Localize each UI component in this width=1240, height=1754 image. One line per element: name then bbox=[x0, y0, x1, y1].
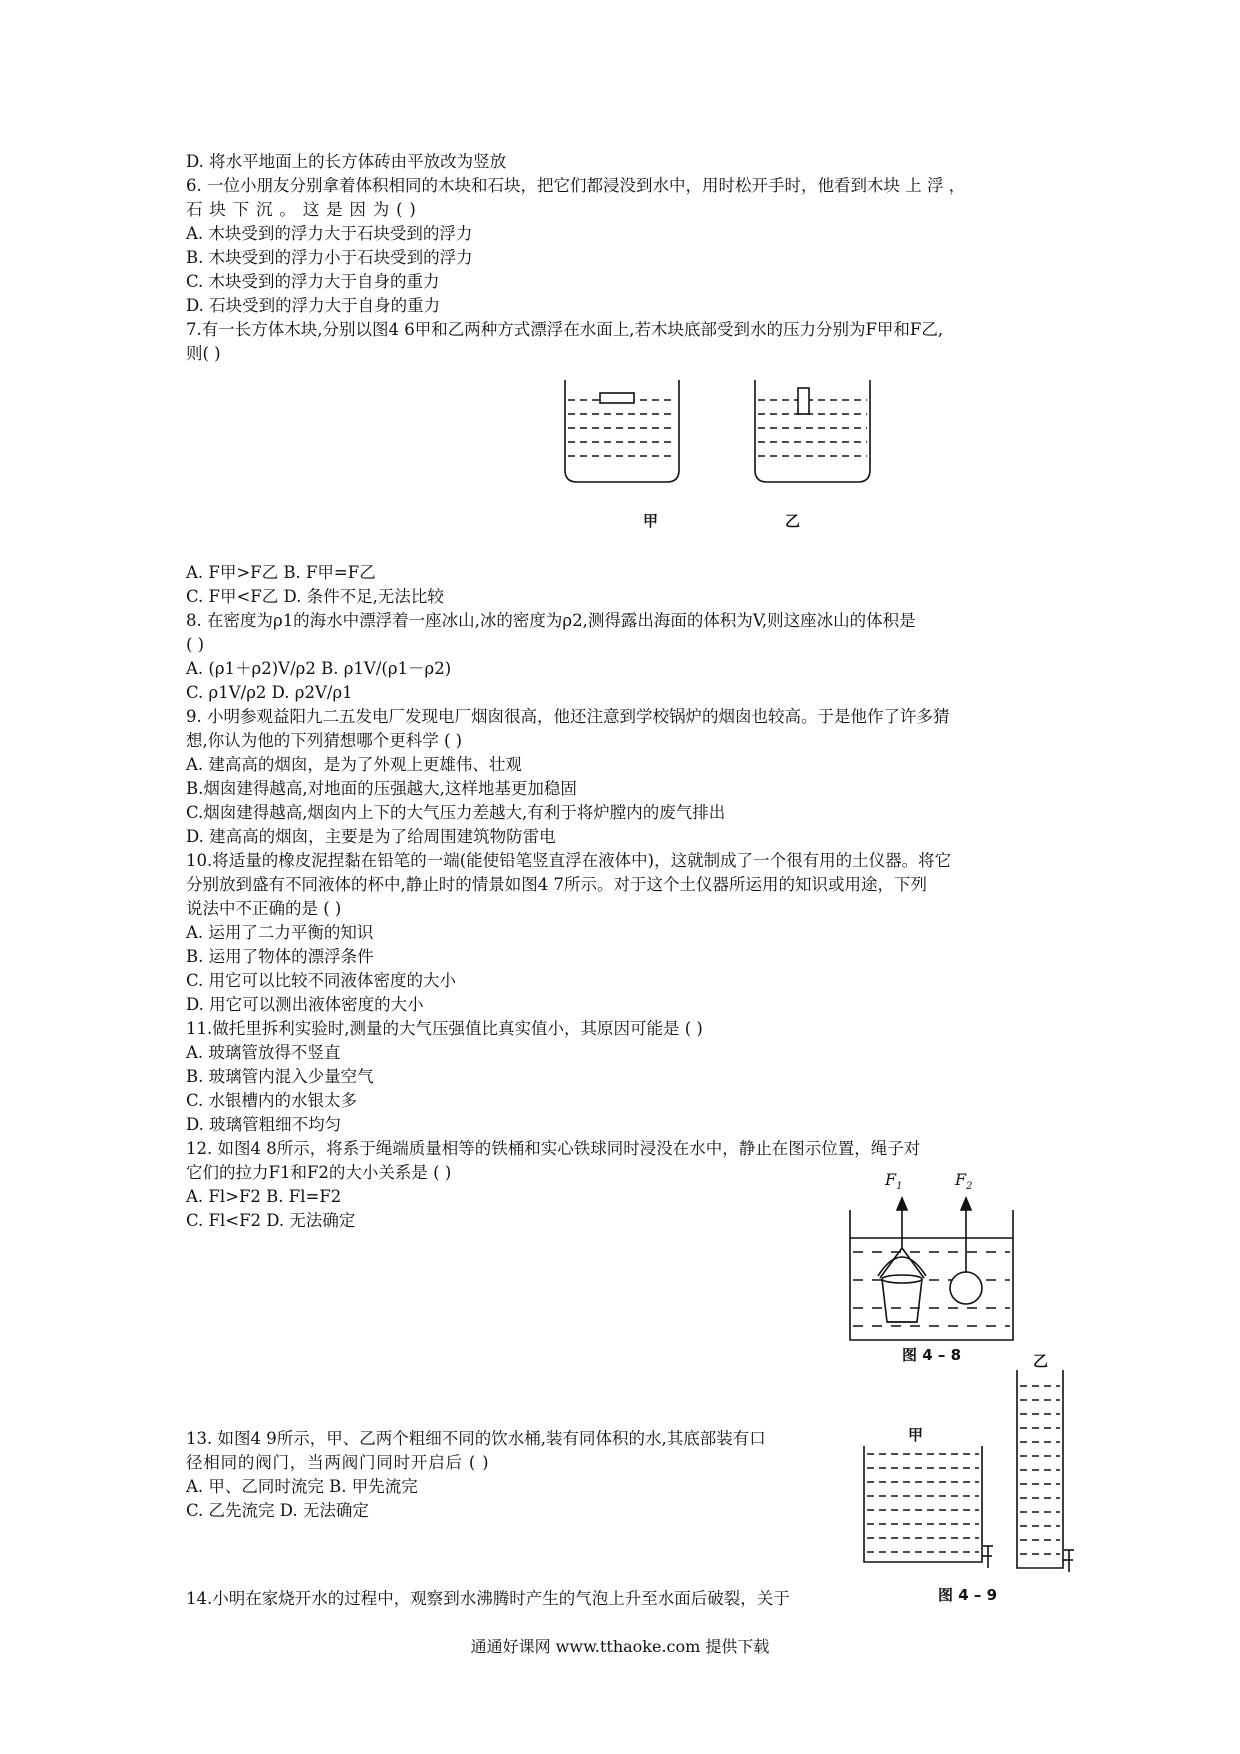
figure-4-8-caption: 图 4 – 8 bbox=[902, 1346, 962, 1364]
q11-option-c: C. 水银槽内的水银太多 bbox=[186, 1091, 358, 1110]
q7-stem-cont: 则( ) bbox=[186, 344, 221, 363]
q9-option-c: C.烟囱建得越高,烟囱内上下的大气压力差越大,有利于将炉膛内的废气排出 bbox=[186, 803, 726, 822]
q6-option-b: B. 木块受到的浮力小于石块受到的浮力 bbox=[186, 248, 473, 267]
q5-option-d: D. 将水平地面上的长方体砖由平放改为竖放 bbox=[186, 152, 507, 171]
q12-option-cd: C. Fl<F2 D. 无法确定 bbox=[186, 1211, 356, 1230]
q8-stem: 8. 在密度为ρ1的海水中漂浮着一座冰山,冰的密度为ρ2,测得露出海面的体积为V,则这座冰山的体积是 bbox=[186, 611, 916, 630]
q6-option-c: C. 木块受到的浮力大于自身的重力 bbox=[186, 272, 440, 291]
figure-4-8-f1-sub: 1 bbox=[896, 1181, 903, 1193]
q10-option-b: B. 运用了物体的漂浮条件 bbox=[186, 947, 374, 966]
figure-4-6-label-yi: 乙 bbox=[785, 512, 801, 530]
q11-option-b: B. 玻璃管内混入少量空气 bbox=[186, 1067, 374, 1086]
figure-4-8-f2-letter: F bbox=[955, 1170, 967, 1189]
q9-stem: 9. 小明参观益阳九二五发电厂发现电厂烟囱很高，他还注意到学校锅炉的烟囱也较高。于是他作了许多猜 bbox=[186, 707, 950, 726]
q14-stem: 14.小明在家烧开水的过程中，观察到水沸腾时产生的气泡上升至水面后破裂，关于 bbox=[186, 1589, 790, 1608]
q11-stem: 11.做托里拆利实验时,测量的大气压强值比真实值小，其原因可能是 ( ) bbox=[186, 1019, 703, 1038]
q10-stem-cont1: 分别放到盛有不同液体的杯中,静止时的情景如图4 7所示。对于这个土仪器所运用的知识或用途，下列 bbox=[186, 875, 927, 894]
figure-4-8-f1-letter: F bbox=[885, 1170, 897, 1189]
q13-option-ab: A. 甲、乙同时流完 B. 甲先流完 bbox=[186, 1477, 418, 1496]
q12-option-ab: A. Fl>F2 B. Fl=F2 bbox=[186, 1187, 342, 1206]
q12-stem: 12. 如图4 8所示，将系于绳端质量相等的铁桶和实心铁球同时浸没在水中，静止在图示位置，绳子对 bbox=[186, 1139, 921, 1158]
q6-stem-cont: 石 块 下 沉 。 这 是 因 为 ( ) bbox=[186, 200, 417, 219]
q7-stem: 7.有一长方体木块,分别以图4 6甲和乙两种方式漂浮在水面上,若木块底部受到水的压力分别为F甲和F乙, bbox=[186, 320, 944, 339]
q6-stem: 6. 一位小朋友分别拿着体积相同的木块和石块，把它们都浸没到水中，用时松开手时，他看到木块 上 浮 ， bbox=[186, 176, 966, 195]
q6-option-a: A. 木块受到的浮力大于石块受到的浮力 bbox=[186, 224, 473, 243]
q8-stem-cont: ( ) bbox=[186, 635, 205, 654]
q10-stem-cont2: 说法中不正确的是 ( ) bbox=[186, 899, 342, 918]
q7-option-ab: A. F甲>F乙 B. F甲=F乙 bbox=[186, 563, 376, 582]
q11-option-a: A. 玻璃管放得不竖直 bbox=[186, 1043, 341, 1062]
q10-option-d: D. 用它可以测出液体密度的大小 bbox=[186, 995, 424, 1014]
figure-4-9-label-jia: 甲 bbox=[908, 1426, 924, 1444]
q9-option-b: B.烟囱建得越高,对地面的压强越大,这样地基更加稳固 bbox=[186, 779, 577, 798]
figure-4-6-label-jia: 甲 bbox=[643, 512, 659, 530]
q11-option-d: D. 玻璃管粗细不均匀 bbox=[186, 1115, 342, 1134]
q8-option-cd: C. ρ1V/ρ2 D. ρ2V/ρ1 bbox=[186, 683, 353, 702]
figure-4-8-f2-sub: 2 bbox=[966, 1181, 973, 1193]
figure-4-9-caption: 图 4 – 9 bbox=[938, 1586, 998, 1604]
q8-option-ab: A. (ρ1＋ρ2)V/ρ2 B. ρ1V/(ρ1－ρ2) bbox=[186, 659, 452, 678]
q13-stem-cont: 径相同的阀门，当两阀门同时开启后 ( ) bbox=[186, 1453, 490, 1472]
q9-option-a: A. 建高高的烟囱，是为了外观上更雄伟、壮观 bbox=[186, 755, 522, 774]
q10-option-a: A. 运用了二力平衡的知识 bbox=[186, 923, 374, 942]
q13-option-cd: C. 乙先流完 D. 无法确定 bbox=[186, 1501, 369, 1520]
q7-option-cd: C. F甲<F乙 D. 条件不足,无法比较 bbox=[186, 587, 444, 606]
q9-option-d: D. 建高高的烟囱，主要是为了给周围建筑物防雷电 bbox=[186, 827, 556, 846]
q10-option-c: C. 用它可以比较不同液体密度的大小 bbox=[186, 971, 457, 990]
q12-stem-cont: 它们的拉力F1和F2的大小关系是 ( ) bbox=[186, 1163, 452, 1182]
q10-stem: 10.将适量的橡皮泥捏黏在铅笔的一端(能使铅笔竖直浮在液体中)，这就制成了一个很有用的土仪器。将它 bbox=[186, 851, 952, 870]
page-footer: 通通好课网 www.tthaoke.com 提供下载 bbox=[470, 1637, 770, 1656]
q6-option-d: D. 石块受到的浮力大于自身的重力 bbox=[186, 296, 441, 315]
figure-4-9-label-yi: 乙 bbox=[1033, 1352, 1049, 1370]
q9-stem-cont: 想,你认为他的下列猜想哪个更科学 ( ) bbox=[186, 731, 463, 750]
q13-stem: 13. 如图4 9所示，甲、乙两个粗细不同的饮水桶,装有同体积的水,其底部装有口 bbox=[186, 1429, 766, 1448]
